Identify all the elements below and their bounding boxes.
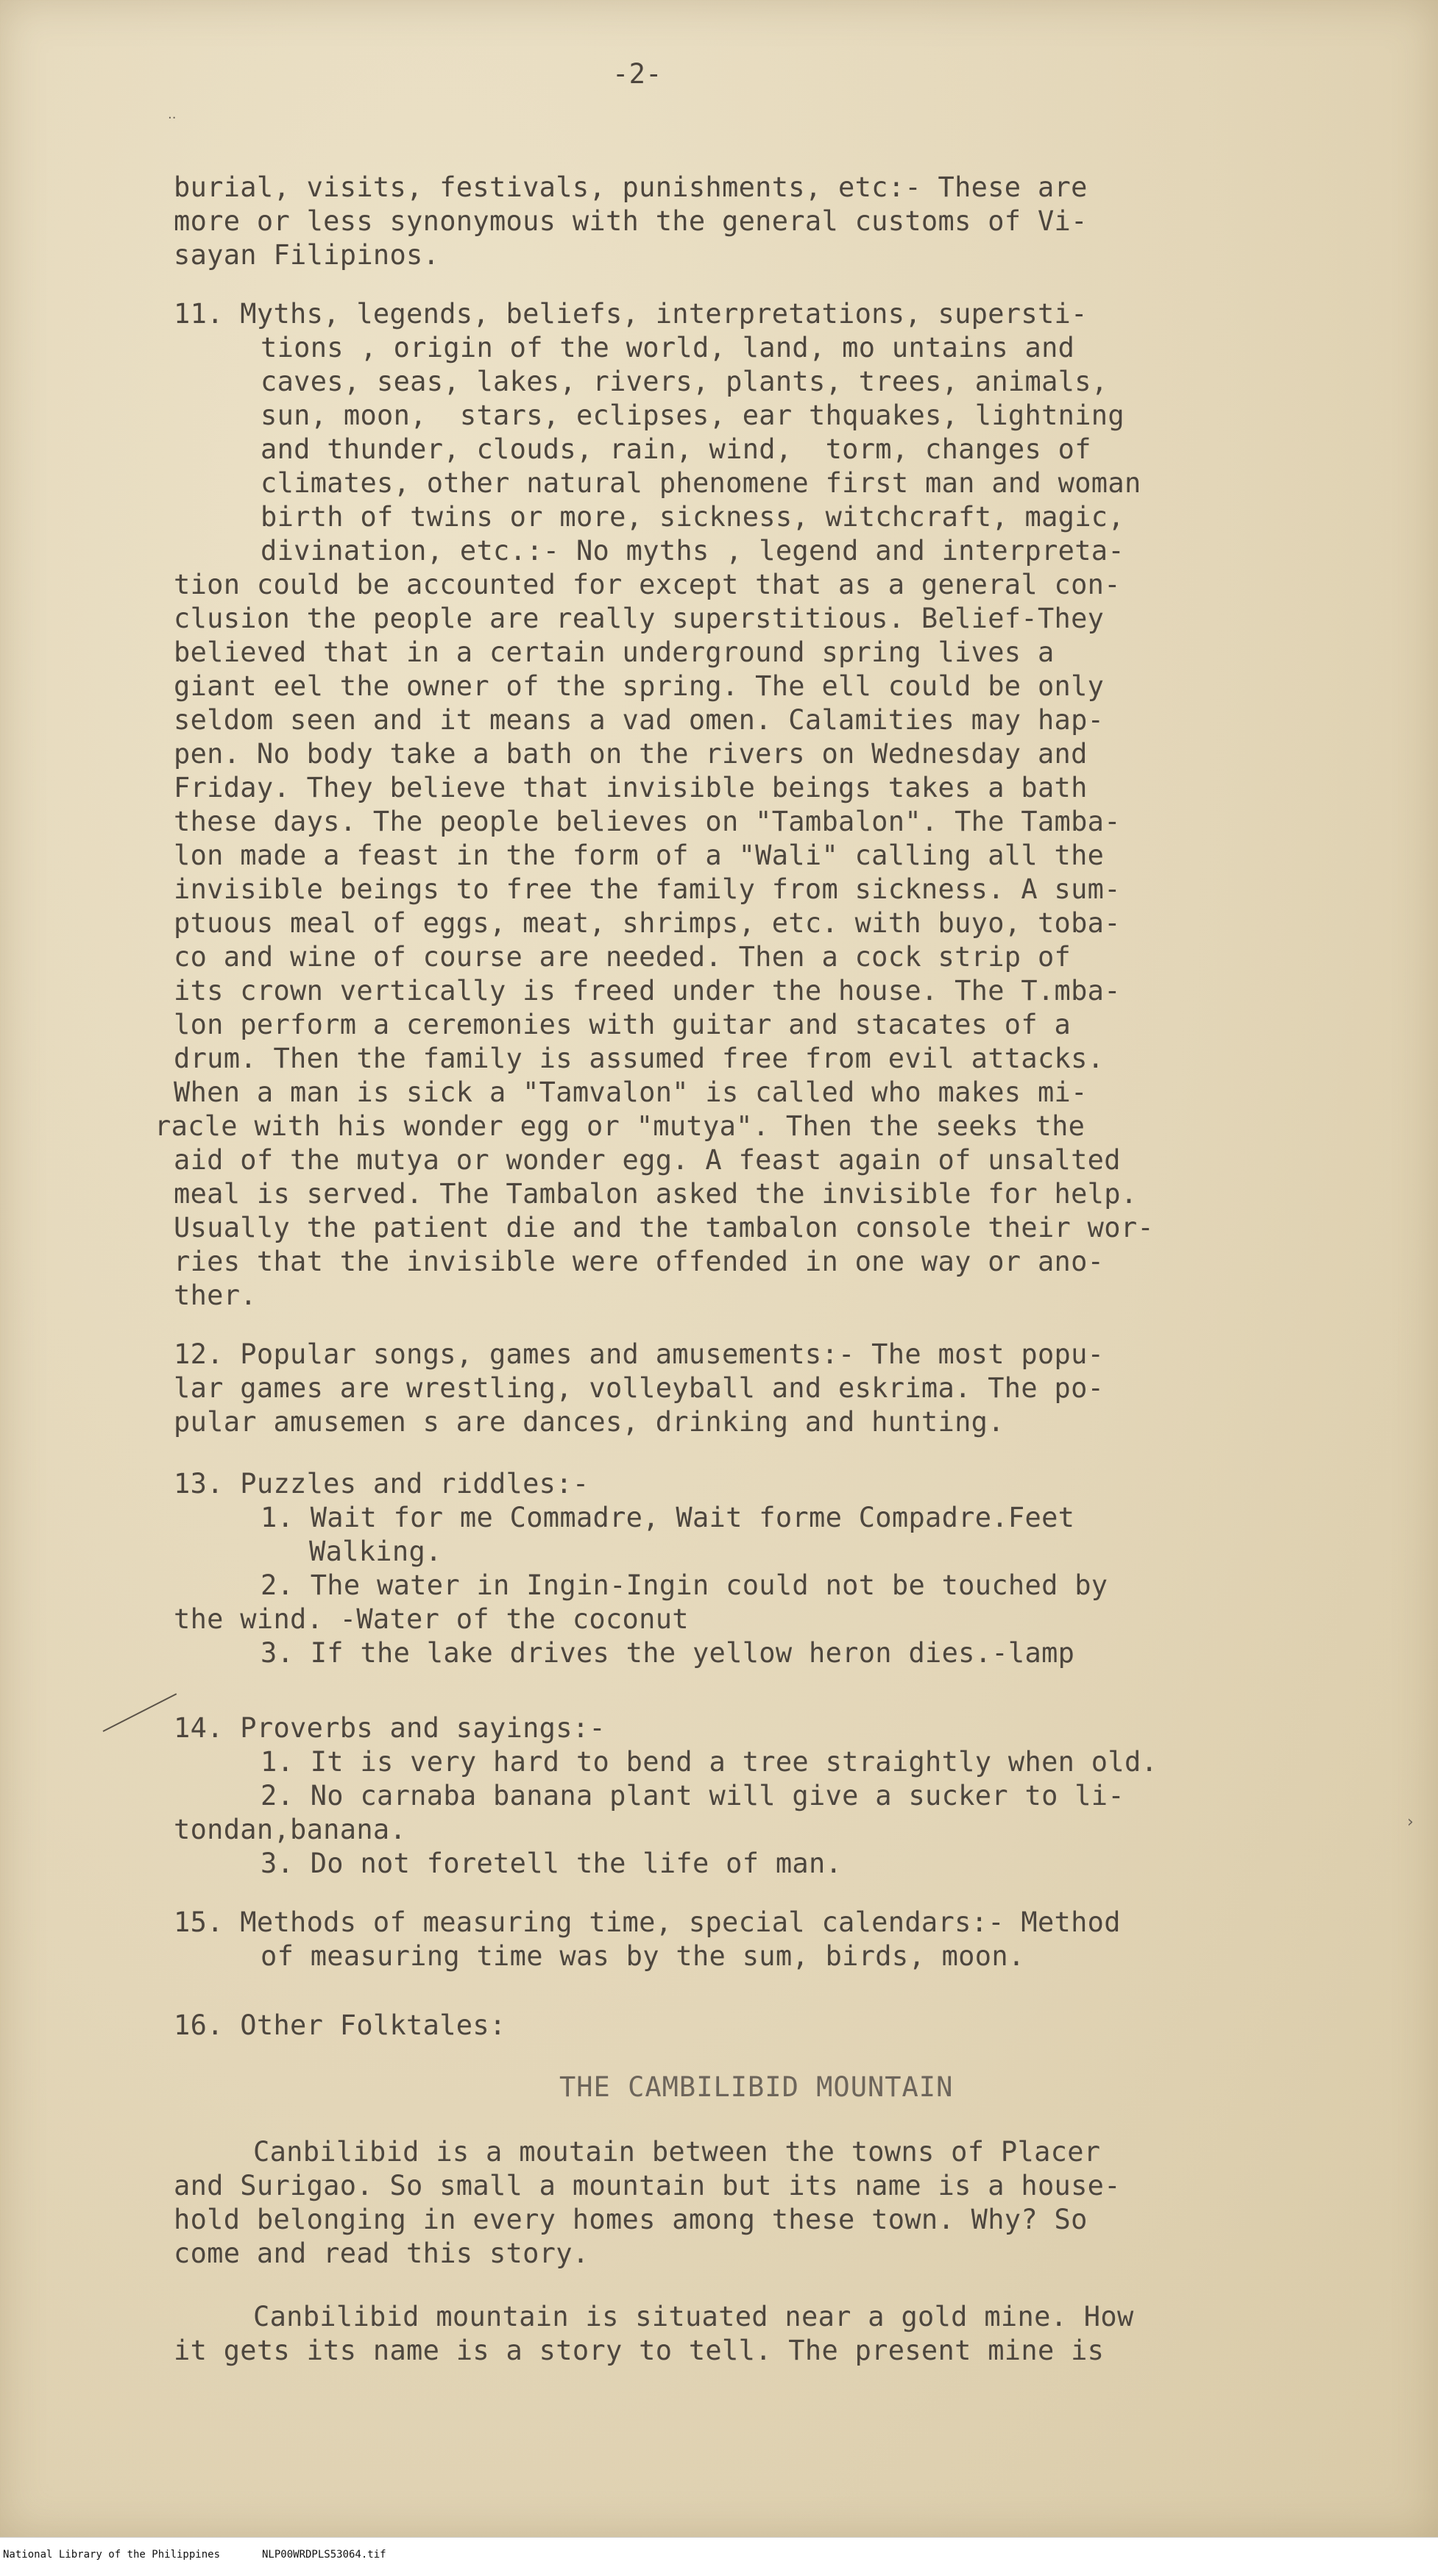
text-line: Canbilibid mountain is situated near a gold mine. How [253,2301,1134,2332]
footer-library: National Library of the Philippines [3,2549,221,2561]
text-line: 14. Proverbs and sayings:- [174,1712,606,1744]
text-line: its crown vertically is freed under the house. The T.mba- [174,975,1121,1007]
text-line: 15. Methods of measuring time, special calendars:- Method [174,1906,1121,1938]
text-line: pular amusemen s are dances, drinking and hunting. [174,1406,1005,1438]
text-line: 3. If the lake drives the yellow heron dies.-lamp [261,1637,1075,1669]
text-line: ptuous meal of eggs, meat, shrimps, etc. with buyo, toba- [174,907,1121,939]
text-line: 12. Popular songs, games and amusements:- The most popu- [174,1338,1105,1370]
text-line: tondan,banana. [174,1814,407,1845]
text-line: seldom seen and it means a vad omen. Calamities may hap- [174,704,1105,736]
text-line: 3. Do not foretell the life of man. [261,1848,843,1879]
stray-ink-mark: ·· [168,110,177,126]
text-line: come and read this story. [174,2238,589,2269]
text-line: hold belonging in every homes among these town. Why? So [174,2204,1088,2235]
text-line: 1. Wait for me Commadre, Wait forme Compadre.Feet [261,1502,1075,1533]
text-line: divination, etc.:- No myths , legend and interpreta- [261,535,1124,567]
text-line: believed that in a certain underground spring lives a [174,636,1055,668]
text-line: climates, other natural phenomene first man and woman [261,467,1141,499]
text-line: more or less synonymous with the general customs of Vi- [174,205,1088,237]
text-line: 13. Puzzles and riddles:- [174,1468,589,1500]
text-line: Walking. [309,1536,442,1567]
text-line: racle with his wonder egg or "mutya". Then the seeks the [155,1110,1085,1142]
text-line: sayan Filipinos. [174,239,440,271]
text-line: burial, visits, festivals, punishments, etc:- These are [174,171,1088,203]
text-line: and Surigao. So small a mountain but its name is a house- [174,2170,1121,2201]
text-line: lar games are wrestling, volleyball and eskrima. The po- [174,1372,1105,1404]
text-line: invisible beings to free the family from sickness. A sum- [174,873,1121,905]
text-line: these days. The people believes on "Tambalon". The Tamba- [174,806,1121,837]
text-line: clusion the people are really superstitious. Belief-They [174,603,1105,634]
text-line: giant eel the owner of the spring. The ell could be only [174,670,1105,702]
text-line: Canbilibid is a moutain between the towns of Placer [253,2136,1101,2168]
text-line: pen. No body take a bath on the rivers on Wednesday and [174,738,1088,770]
edge-arrow-mark: › [1407,1813,1414,1831]
text-line: sun, moon, stars, eclipses, ear thquakes, lightning [261,400,1124,431]
scan-footer [0,2537,1438,2576]
text-line: 11. Myths, legends, beliefs, interpretations, supersti- [174,298,1088,330]
footer-filename: NLP00WRDPLS53064.tif [262,2549,386,2561]
text-line: birth of twins or more, sickness, witchcraft, magic, [261,501,1124,533]
text-line: drum. Then the family is assumed free from evil attacks. [174,1043,1105,1074]
text-line: Friday. They believe that invisible beings takes a bath [174,772,1088,803]
text-line: ries that the invisible were offended in one way or ano- [174,1246,1105,1277]
text-line: 2. The water in Ingin-Ingin could not be touched by [261,1569,1108,1601]
text-line: and thunder, clouds, rain, wind, torm, changes of [261,433,1091,465]
text-line: aid of the mutya or wonder egg. A feast again of unsalted [174,1144,1121,1176]
text-line: lon perform a ceremonies with guitar and stacates of a [174,1009,1072,1040]
text-line: co and wine of course are needed. Then a cock strip of [174,941,1072,973]
text-line: ther. [174,1280,257,1311]
text-line: meal is served. The Tambalon asked the invisible for help. [174,1178,1138,1210]
text-line: tions , origin of the world, land, mo untains and [261,332,1075,363]
text-line: it gets its name is a story to tell. The present mine is [174,2335,1105,2366]
text-line: 1. It is very hard to bend a tree straightly when old. [261,1746,1158,1778]
text-line: When a man is sick a "Tamvalon" is called who makes mi- [174,1076,1088,1108]
page-number: -2- [612,58,662,90]
text-line: of measuring time was by the sum, birds, moon. [261,1940,1025,1972]
text-line: caves, seas, lakes, rivers, plants, trees, animals, [261,366,1108,397]
text-line: 2. No carnaba banana plant will give a sucker to li- [261,1780,1124,1812]
text-line: tion could be accounted for except that as a general con- [174,569,1121,600]
text-line: 16. Other Folktales: [174,2009,506,2041]
text-line: lon made a feast in the form of a "Wali" calling all the [174,840,1105,871]
text-line: Usually the patient die and the tambalon console their wor- [174,1212,1154,1243]
story-title: THE CAMBILIBID MOUNTAIN [559,2071,954,2103]
text-line: the wind. -Water of the coconut [174,1603,689,1635]
